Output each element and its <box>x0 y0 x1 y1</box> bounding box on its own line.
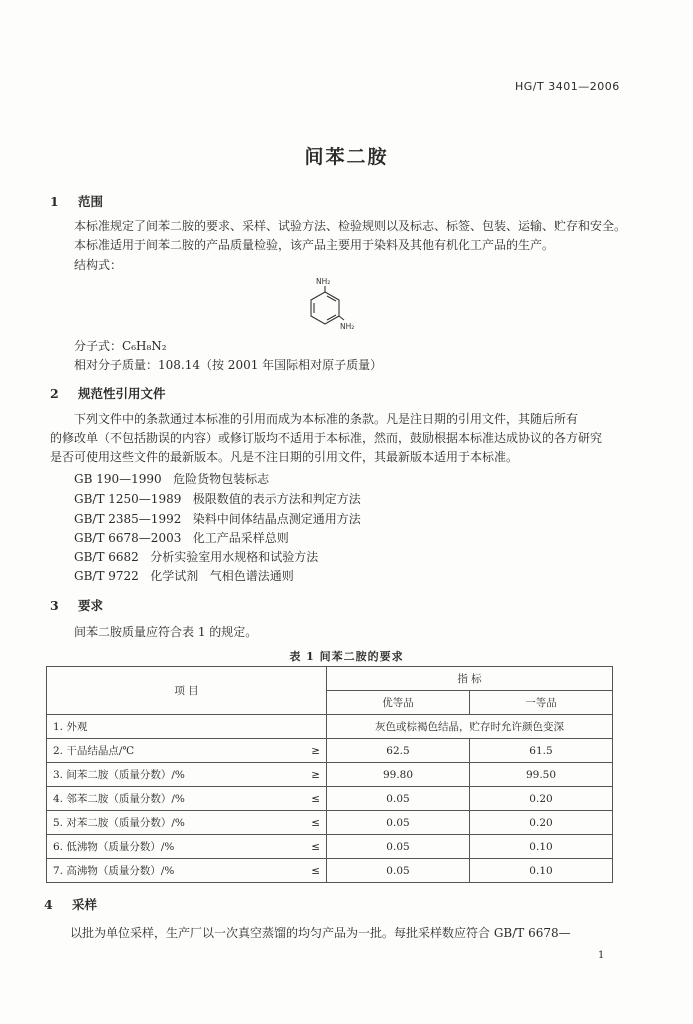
amino-group-bottom: NH₂ <box>340 322 355 331</box>
header-index: 指 标 <box>327 667 613 691</box>
benzene-ring <box>311 292 339 324</box>
table-row <box>47 739 613 763</box>
table-row <box>47 787 613 811</box>
reference-item: GB/T 6682 分析实验室用水规格和试验方法 <box>74 550 319 564</box>
row-first-value: 0.10 <box>470 835 613 859</box>
section-title: 要求 <box>78 598 104 613</box>
row-item: 3. 间苯二胺（质量分数）/% <box>47 763 297 787</box>
row-item: 2. 干品结晶点/℃ <box>47 739 297 763</box>
page-number: 1 <box>598 950 605 961</box>
sampling-paragraph: 以批为单位采样，生产厂以一次真空蒸馏的均匀产品为一批。每批采样数应符合 GB/T 6678— <box>70 926 571 940</box>
row-superior-value: 0.05 <box>327 787 470 811</box>
section-title: 范围 <box>78 194 104 209</box>
row-item: 5. 对苯二胺（质量分数）/% <box>47 811 297 835</box>
header-first-grade: 一等品 <box>470 691 613 715</box>
section-1-heading <box>50 192 103 210</box>
molecular-weight: 相对分子质量：108.14（按 2001 年国际相对原子质量） <box>74 358 383 372</box>
table-caption: 表 1 间苯二胺的要求 <box>289 650 404 663</box>
row-item: 1. 外观 <box>47 715 327 739</box>
row-first-value: 61.5 <box>470 739 613 763</box>
row-comparator: ≤ <box>296 787 327 811</box>
section-title: 规范性引用文件 <box>78 386 166 401</box>
reference-item: GB/T 9722 化学试剂 气相色谱法通则 <box>74 569 294 583</box>
table-row <box>47 763 613 787</box>
row-comparator: ≤ <box>296 811 327 835</box>
section-2-heading <box>50 384 166 402</box>
table-row <box>47 811 613 835</box>
page-title: 间苯二胺 <box>304 146 389 168</box>
section-3-heading <box>50 596 103 614</box>
requirements-table <box>46 666 613 883</box>
section-number: 3 <box>50 598 59 613</box>
row-first-value: 0.20 <box>470 811 613 835</box>
section-number: 2 <box>50 386 59 401</box>
row-superior-value: 0.05 <box>327 859 470 883</box>
row-first-value: 99.50 <box>470 763 613 787</box>
row-first-value: 0.10 <box>470 859 613 883</box>
formula-value: C₆H₈N₂ <box>122 339 167 353</box>
row-comparator: ≥ <box>296 739 327 763</box>
header-item: 项 目 <box>47 667 327 715</box>
reference-item: GB 190—1990 危险货物包装标志 <box>74 472 270 486</box>
table-header-row <box>47 667 613 691</box>
row-item: 6. 低沸物（质量分数）/% <box>47 835 297 859</box>
reference-item: GB/T 1250—1989 极限数值的表示方法和判定方法 <box>74 492 361 506</box>
table-row <box>47 835 613 859</box>
structure-label: 结构式： <box>74 258 123 272</box>
molecular-formula <box>74 337 167 356</box>
row-appearance-value: 灰色或棕褐色结晶，贮存时允许颜色变深 <box>327 715 613 739</box>
requirements-intro: 间苯二胺质量应符合表 1 的规定。 <box>74 625 258 639</box>
row-superior-value: 0.05 <box>327 811 470 835</box>
standard-code: HG/T 3401—2006 <box>515 80 620 93</box>
reference-item: GB/T 6678—2003 化工产品采样总则 <box>74 531 289 545</box>
normative-intro-line-3: 是否可使用这些文件的最新版本。凡是不注日期的引用文件，其最新版本适用于本标准。 <box>50 450 519 464</box>
table-row <box>47 715 613 739</box>
structural-formula-diagram <box>300 276 370 336</box>
row-superior-value: 99.80 <box>327 763 470 787</box>
reference-item: GB/T 2385—1992 染料中间体结晶点测定通用方法 <box>74 512 361 526</box>
row-superior-value: 62.5 <box>327 739 470 763</box>
row-comparator: ≥ <box>296 763 327 787</box>
amino-group-top: NH₂ <box>316 277 331 286</box>
scope-paragraph-1: 本标准规定了间苯二胺的要求、采样、试验方法、检验规则以及标志、标签、包装、运输、贮存和安全。 <box>74 219 627 233</box>
row-item: 7. 高沸物（质量分数）/% <box>47 859 297 883</box>
section-title: 采样 <box>72 897 98 912</box>
row-superior-value: 0.05 <box>327 835 470 859</box>
normative-intro-line-1: 下列文件中的条款通过本标准的引用而成为本标准的条款。凡是注日期的引用文件，其随后所有 <box>74 412 579 426</box>
formula-label: 分子式： <box>74 339 123 353</box>
table-row <box>47 859 613 883</box>
row-comparator: ≤ <box>296 835 327 859</box>
row-item: 4. 邻苯二胺（质量分数）/% <box>47 787 297 811</box>
row-comparator: ≤ <box>296 859 327 883</box>
section-4-heading <box>44 895 97 913</box>
header-superior: 优等品 <box>327 691 470 715</box>
scope-paragraph-2: 本标准适用于间苯二胺的产品质量检验，该产品主要用于染料及其他有机化工产品的生产。 <box>74 238 555 252</box>
row-first-value: 0.20 <box>470 787 613 811</box>
section-number: 1 <box>50 194 59 209</box>
normative-intro-line-2: 的修改单（不包括勘误的内容）或修订版均不适用于本标准，然而，鼓励根据本标准达成协议的各方研究 <box>50 431 603 445</box>
section-number: 4 <box>44 897 53 912</box>
